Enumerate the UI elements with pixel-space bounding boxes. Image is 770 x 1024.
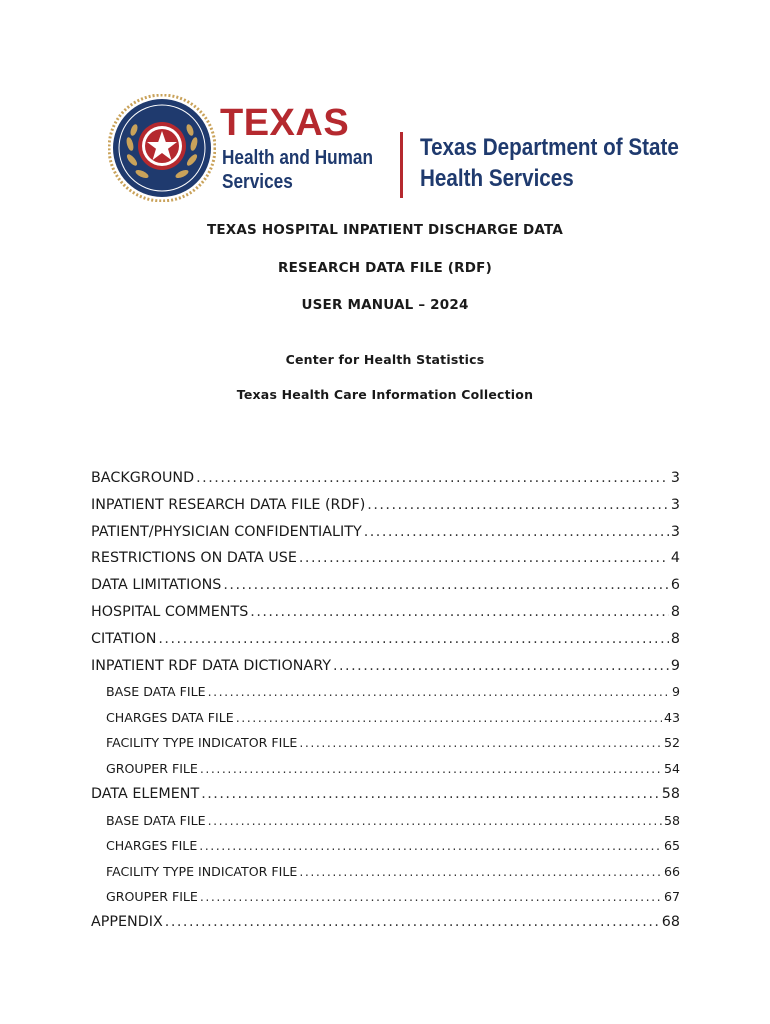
toc-entry-page: 6 [670,577,680,594]
header-logos [108,94,679,204]
toc-entry-page: 65 [663,838,680,854]
toc-entry[interactable] [91,631,680,658]
toc-entry-label: FACILITY TYPE INDICATOR FILE [106,863,298,879]
toc-entry-label: CITATION [91,630,157,647]
toc-entry-label: GROUPER FILE [106,888,198,904]
toc-entry-page: 58 [663,812,680,828]
toc-leader-dots [208,684,670,699]
toc-entry-label: APPENDIX [91,914,163,931]
toc-entry[interactable] [91,684,680,709]
toc-entry-page: 8 [670,603,680,620]
toc-entry[interactable] [91,813,680,838]
dshs-logo-text [420,132,679,194]
toc-entry[interactable] [91,470,680,497]
toc-entry-page: 3 [670,470,680,486]
toc-leader-dots [196,470,669,486]
toc-entry[interactable] [91,524,680,551]
document-edition: USER MANUAL – 2024 [301,297,469,313]
document-subtitle: RESEARCH DATA FILE (RDF) [278,260,492,276]
table-of-contents [91,470,680,941]
toc-leader-dots [299,550,669,566]
toc-entry[interactable] [91,889,680,914]
toc-entry-label: FACILITY TYPE INDICATOR FILE [106,735,298,751]
toc-leader-dots [208,813,662,828]
toc-entry[interactable] [91,761,680,786]
toc-entry-label: DATA LIMITATIONS [91,577,222,594]
toc-entry-page: 4 [670,550,680,567]
toc-entry-page: 8 [670,630,680,647]
dshs-logo-line2: Health Services [420,165,574,192]
toc-leader-dots [201,786,660,802]
toc-entry-label: BACKGROUND [91,470,195,486]
toc-entry[interactable] [91,914,680,941]
toc-leader-dots [199,838,662,853]
toc-entry-label: PATIENT/PHYSICIAN CONFIDENTIALITY [91,523,362,540]
toc-entry[interactable] [91,786,680,813]
toc-leader-dots [200,761,662,776]
toc-entry-page: 9 [670,657,680,674]
hhs-logo-line2: Services [222,171,293,193]
toc-leader-dots [165,914,660,930]
toc-entry-page: 58 [661,785,680,802]
toc-leader-dots [200,889,662,904]
toc-entry-label: GROUPER FILE [106,760,198,776]
toc-entry-page: 43 [663,709,680,725]
toc-entry-label: BASE DATA FILE [106,684,206,700]
toc-entry-label: INPATIENT RDF DATA DICTIONARY [91,657,331,674]
toc-entry-page: 52 [663,735,680,751]
toc-leader-dots [236,710,662,725]
toc-leader-dots [299,864,662,879]
toc-entry-label: RESTRICTIONS ON DATA USE [91,550,297,567]
toc-entry-page: 54 [663,760,680,776]
toc-entry-label: CHARGES DATA FILE [106,709,234,725]
toc-entry-label: BASE DATA FILE [106,812,206,828]
hhs-logo-subtitle [222,146,373,194]
toc-entry[interactable] [91,735,680,760]
toc-entry-label: HOSPITAL COMMENTS [91,603,249,620]
toc-entry-label: CHARGES FILE [106,838,198,854]
toc-entry-page: 67 [663,888,680,904]
toc-entry-page: 68 [661,914,680,931]
toc-entry[interactable] [91,864,680,889]
toc-entry-label: INPATIENT RESEARCH DATA FILE (RDF) [91,496,366,513]
logo-divider [400,132,403,198]
toc-entry-page: 9 [671,684,680,700]
toc-entry[interactable] [91,577,680,604]
toc-entry-label: DATA ELEMENT [91,785,200,802]
toc-leader-dots [158,631,669,647]
toc-entry-page: 66 [663,863,680,879]
toc-entry-page: 3 [670,496,680,513]
toc-leader-dots [367,497,669,513]
toc-entry-page: 3 [670,523,680,540]
toc-leader-dots [250,604,669,620]
toc-entry[interactable] [91,658,680,685]
organization-program: Texas Health Care Information Collection [236,387,534,402]
toc-entry[interactable] [91,710,680,735]
dshs-logo-line1: Texas Department of State [420,134,679,161]
toc-entry[interactable] [91,550,680,577]
organization-center: Center for Health Statistics [285,352,485,367]
toc-leader-dots [223,577,669,593]
toc-leader-dots [299,735,662,750]
texas-star-seal-icon [108,94,216,202]
document-title: TEXAS HOSPITAL INPATIENT DISCHARGE DATA [206,222,564,238]
toc-entry[interactable] [91,497,680,524]
hhs-logo-title: TEXAS [220,102,350,144]
toc-leader-dots [333,658,669,674]
hhs-logo-line1: Health and Human [222,147,373,169]
toc-entry[interactable] [91,838,680,863]
toc-entry[interactable] [91,604,680,631]
toc-leader-dots [364,524,669,540]
